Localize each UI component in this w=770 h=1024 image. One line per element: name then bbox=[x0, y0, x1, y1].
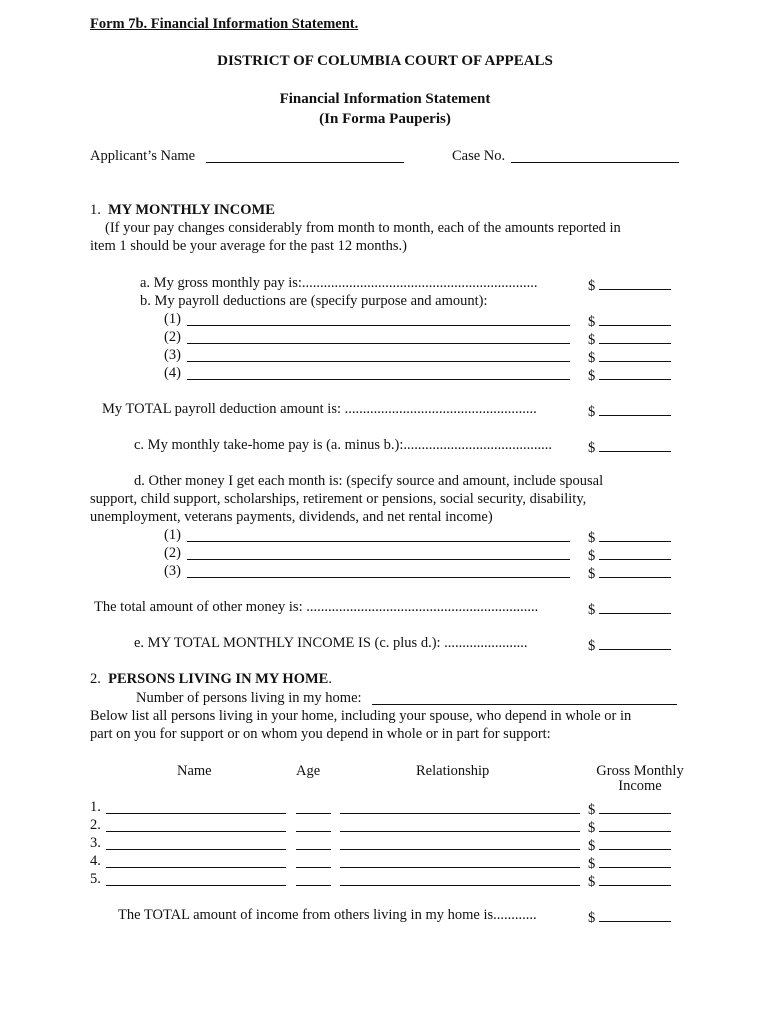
deduction-1-amount[interactable] bbox=[588, 311, 671, 331]
column-header-gross-monthly: Gross Monthly bbox=[596, 763, 684, 779]
dollar-sign: $ bbox=[588, 332, 596, 348]
dollar-sign: $ bbox=[588, 278, 596, 294]
total-other-money-amount[interactable] bbox=[588, 599, 671, 619]
column-header-age: Age bbox=[296, 763, 321, 779]
amount-blank[interactable] bbox=[599, 311, 671, 326]
person-income-field[interactable] bbox=[588, 871, 671, 891]
dollar-sign: $ bbox=[588, 820, 596, 836]
amount-blank[interactable] bbox=[599, 871, 671, 886]
total-deductions-label: My TOTAL payroll deduction amount is: ..................................................... bbox=[102, 401, 537, 417]
total-monthly-income-label: e. MY TOTAL MONTHLY INCOME IS (c. plus d.): ....................... bbox=[134, 635, 528, 651]
form-label: Form 7b. Financial Information Statement. bbox=[90, 16, 359, 32]
section-2-number: 2. bbox=[90, 671, 101, 687]
row-number: 4. bbox=[90, 853, 101, 869]
amount-blank[interactable] bbox=[599, 799, 671, 814]
person-age-field[interactable] bbox=[296, 799, 331, 814]
person-name-field[interactable] bbox=[106, 853, 286, 868]
amount-blank[interactable] bbox=[599, 835, 671, 850]
person-income-field[interactable] bbox=[588, 817, 671, 837]
persons-count-field[interactable] bbox=[372, 690, 677, 705]
other-2-amount[interactable] bbox=[588, 545, 671, 565]
person-relationship-field[interactable] bbox=[340, 799, 580, 814]
form-subtitle: (In Forma Pauperis) bbox=[319, 111, 451, 127]
deduction-item-number: (4) bbox=[164, 365, 181, 381]
total-household-income-amount[interactable] bbox=[588, 907, 671, 927]
person-age-field[interactable] bbox=[296, 871, 331, 886]
deduction-4-amount[interactable] bbox=[588, 365, 671, 385]
amount-blank[interactable] bbox=[599, 907, 671, 922]
dollar-sign: $ bbox=[588, 638, 596, 654]
deduction-1-description[interactable] bbox=[187, 311, 570, 326]
other-item-number: (2) bbox=[164, 545, 181, 561]
amount-blank[interactable] bbox=[599, 635, 671, 650]
amount-blank[interactable] bbox=[599, 599, 671, 614]
person-age-field[interactable] bbox=[296, 835, 331, 850]
dollar-sign: $ bbox=[588, 314, 596, 330]
deduction-2-description[interactable] bbox=[187, 329, 570, 344]
section-2-intro-line-2: part on you for support or on whom you depend in whole or in part for support: bbox=[90, 726, 551, 742]
row-number: 3. bbox=[90, 835, 101, 851]
column-header-income: Income bbox=[618, 778, 662, 794]
person-income-field[interactable] bbox=[588, 835, 671, 855]
court-name: DISTRICT OF COLUMBIA COURT OF APPEALS bbox=[217, 53, 553, 69]
person-name-field[interactable] bbox=[106, 835, 286, 850]
person-relationship-field[interactable] bbox=[340, 853, 580, 868]
column-header-name: Name bbox=[177, 763, 212, 779]
other-money-line-1: d. Other money I get each month is: (specify source and amount, include spousal bbox=[134, 473, 604, 489]
section-1-title: MY MONTHLY INCOME bbox=[108, 202, 275, 218]
amount-blank[interactable] bbox=[599, 853, 671, 868]
section-1-heading bbox=[90, 202, 275, 219]
other-3-description[interactable] bbox=[187, 563, 570, 578]
row-number: 1. bbox=[90, 799, 101, 815]
deduction-item-number: (2) bbox=[164, 329, 181, 345]
deduction-2-amount[interactable] bbox=[588, 329, 671, 349]
dollar-sign: $ bbox=[588, 802, 596, 818]
person-age-field[interactable] bbox=[296, 853, 331, 868]
deduction-3-amount[interactable] bbox=[588, 347, 671, 367]
section-2-period: . bbox=[328, 671, 332, 687]
dollar-sign: $ bbox=[588, 350, 596, 366]
other-1-amount[interactable] bbox=[588, 527, 671, 547]
amount-blank[interactable] bbox=[599, 527, 671, 542]
total-household-income-label: The TOTAL amount of income from others living in my home is............ bbox=[118, 907, 537, 923]
section-2-heading bbox=[90, 671, 332, 688]
persons-count-label: Number of persons living in my home: bbox=[136, 690, 362, 706]
person-income-field[interactable] bbox=[588, 853, 671, 873]
person-relationship-field[interactable] bbox=[340, 871, 580, 886]
dollar-sign: $ bbox=[588, 910, 596, 926]
dollar-sign: $ bbox=[588, 530, 596, 546]
applicant-name-label: Applicant’s Name bbox=[90, 148, 196, 164]
other-3-amount[interactable] bbox=[588, 563, 671, 583]
dollar-sign: $ bbox=[588, 548, 596, 564]
dollar-sign: $ bbox=[588, 602, 596, 618]
gross-pay-label: a. My gross monthly pay is:................................................................. bbox=[140, 275, 538, 291]
deduction-item-number: (3) bbox=[164, 347, 181, 363]
total-deductions-amount[interactable] bbox=[588, 401, 671, 421]
dollar-sign: $ bbox=[588, 874, 596, 890]
section-1-number: 1. bbox=[90, 202, 101, 218]
total-monthly-income-amount[interactable] bbox=[588, 635, 671, 655]
other-item-number: (3) bbox=[164, 563, 181, 579]
person-name-field[interactable] bbox=[106, 799, 286, 814]
row-number: 2. bbox=[90, 817, 101, 833]
person-age-field[interactable] bbox=[296, 817, 331, 832]
person-income-field[interactable] bbox=[588, 799, 671, 819]
person-relationship-field[interactable] bbox=[340, 817, 580, 832]
person-name-field[interactable] bbox=[106, 871, 286, 886]
amount-blank[interactable] bbox=[599, 329, 671, 344]
amount-blank[interactable] bbox=[599, 275, 671, 290]
other-item-number: (1) bbox=[164, 527, 181, 543]
form-title: Financial Information Statement bbox=[279, 91, 491, 107]
column-header-relationship: Relationship bbox=[416, 763, 490, 779]
section-2-title: PERSONS LIVING IN MY HOME bbox=[108, 671, 329, 687]
other-2-description[interactable] bbox=[187, 545, 570, 560]
dollar-sign: $ bbox=[588, 404, 596, 420]
section-1-note-line-2: item 1 should be your average for the past 12 months.) bbox=[90, 238, 407, 254]
dollar-sign: $ bbox=[588, 368, 596, 384]
amount-blank[interactable] bbox=[599, 563, 671, 578]
total-other-money-label: The total amount of other money is: ................................................................ bbox=[94, 599, 539, 615]
amount-blank[interactable] bbox=[599, 365, 671, 380]
amount-blank[interactable] bbox=[599, 817, 671, 832]
payroll-deductions-label: b. My payroll deductions are (specify purpose and amount): bbox=[140, 293, 488, 309]
amount-blank[interactable] bbox=[599, 545, 671, 560]
deduction-4-description[interactable] bbox=[187, 365, 570, 380]
amount-blank[interactable] bbox=[599, 401, 671, 416]
deduction-item-number: (1) bbox=[164, 311, 181, 327]
row-number: 5. bbox=[90, 871, 101, 887]
dollar-sign: $ bbox=[588, 440, 596, 456]
other-money-line-2: support, child support, scholarships, retirement or pensions, social security, disability, bbox=[90, 491, 587, 507]
amount-blank[interactable] bbox=[599, 347, 671, 362]
dollar-sign: $ bbox=[588, 838, 596, 854]
case-number-field[interactable] bbox=[511, 148, 679, 163]
other-1-description[interactable] bbox=[187, 527, 570, 542]
person-name-field[interactable] bbox=[106, 817, 286, 832]
amount-blank[interactable] bbox=[599, 437, 671, 452]
section-2-intro-line-1: Below list all persons living in your home, including your spouse, who depend in whole or in bbox=[90, 708, 632, 724]
case-number-label: Case No. bbox=[452, 148, 506, 164]
take-home-pay-label: c. My monthly take-home pay is (a. minus b.):......................................... bbox=[134, 437, 553, 453]
person-relationship-field[interactable] bbox=[340, 835, 580, 850]
gross-pay-amount[interactable] bbox=[588, 275, 671, 295]
other-money-line-3: unemployment, veterans payments, dividends, and net rental income) bbox=[90, 509, 493, 525]
dollar-sign: $ bbox=[588, 566, 596, 582]
applicant-name-field[interactable] bbox=[206, 148, 404, 163]
take-home-pay-amount[interactable] bbox=[588, 437, 671, 457]
dollar-sign: $ bbox=[588, 856, 596, 872]
deduction-3-description[interactable] bbox=[187, 347, 570, 362]
section-1-note-line-1: (If your pay changes considerably from month to month, each of the amounts reported in bbox=[105, 220, 621, 236]
